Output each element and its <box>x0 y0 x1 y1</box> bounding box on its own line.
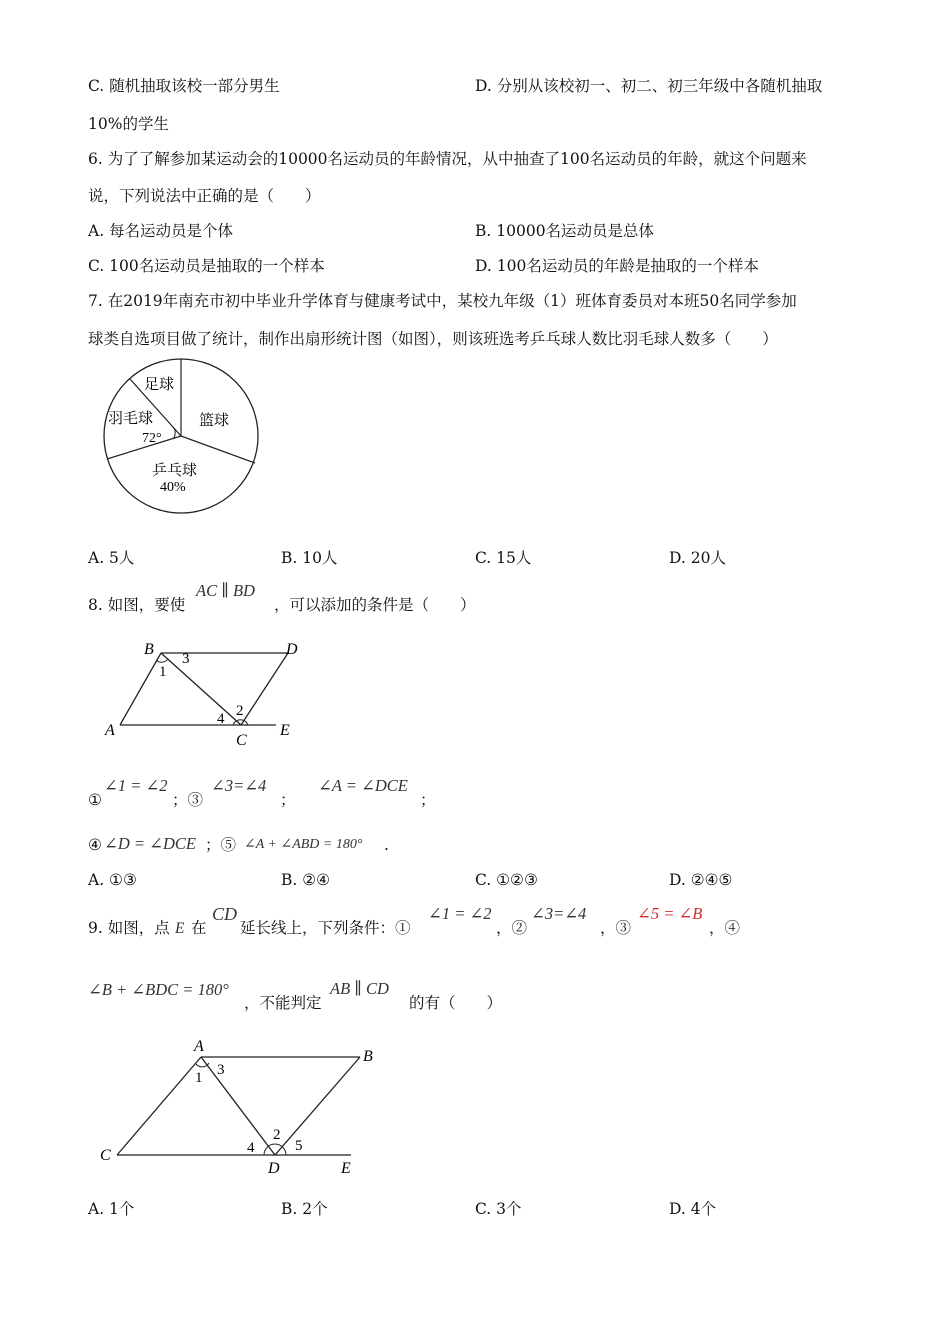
pie-divider-right <box>181 436 255 463</box>
q7-option-a: A. 5人 <box>88 549 135 567</box>
q6-option-c: C. 100名运动员是抽取的一个样本 <box>88 257 325 275</box>
q9-stem-tail-suffix: 的有（ ） <box>409 994 503 1012</box>
q7-stem-cont: 球类自选项目做了统计，制作出扇形统计图（如图），则该班选考乒乓球人数比羽毛球人数多（ ） <box>88 330 778 348</box>
q9-label-3: 3 <box>217 1062 225 1078</box>
q9-cond-1-math: ∠1 = ∠2 <box>428 904 492 923</box>
q8-cond-4-mark: ④ <box>88 836 102 854</box>
q9-label-e: E <box>341 1160 351 1177</box>
q8-stem-suffix: ，可以添加的条件是（ ） <box>274 596 476 614</box>
q9-sep-3: ，③ <box>600 919 632 937</box>
q8-label-1: 1 <box>159 664 167 680</box>
pie-label-badminton: 羽毛球 <box>108 411 154 427</box>
q6-option-b: B. 10000名运动员是总体 <box>475 222 655 240</box>
q9-option-c: C. 3个 <box>475 1200 522 1218</box>
q9-figure <box>96 1035 386 1180</box>
pie-label-football: 足球 <box>144 377 175 393</box>
q9-line-bd <box>275 1057 360 1155</box>
q9-sep-2: ，② <box>496 919 528 937</box>
pie-label-pingpong-pct: 40% <box>160 480 186 495</box>
q9-cond-2-math: ∠3=∠4 <box>531 904 587 923</box>
q9-stem-prefix: 9. 如图，点 <box>88 919 170 937</box>
q5-option-d-cont: 10%的学生 <box>88 115 169 133</box>
q8-stem-prefix: 8. 如图，要使 <box>88 596 186 614</box>
q5-option-c: C. 随机抽取该校一部分男生 <box>88 77 280 95</box>
q8-label-2: 2 <box>236 703 244 719</box>
q8-cond-1-math: ∠1 = ∠2 <box>104 776 168 795</box>
q9-option-b: B. 2个 <box>281 1200 328 1218</box>
q8-cond-5-end: . <box>384 836 389 854</box>
q6-stem-cont: 说，下列说法中正确的是（ ） <box>88 187 321 205</box>
q8-cond-5-math: ∠A + ∠ABD = 180° <box>244 837 363 852</box>
q8-stem-math: AC ∥ BD <box>196 581 255 600</box>
q9-stem-tail-prefix: ，不能判定 <box>244 994 322 1012</box>
q5-option-d: D. 分别从该校初一、初二、初三年级中各随机抽取 <box>475 77 823 95</box>
q6-stem: 6. 为了了解参加某运动会的10000名运动员的年龄情况，从中抽查了100名运动员的年龄，就这个问题来 <box>88 150 807 168</box>
q8-option-a: A. ①③ <box>88 871 137 889</box>
pie-label-pingpong: 乒乓球 <box>152 463 198 479</box>
q9-label-2: 2 <box>273 1127 281 1143</box>
pie-label-badminton-angle: 72° <box>142 431 162 446</box>
q6-option-a: A. 每名运动员是个体 <box>88 222 234 240</box>
q7-option-d: D. 20人 <box>669 549 726 567</box>
q9-angle-arc-a <box>196 1063 209 1067</box>
q8-line-bc <box>161 653 241 725</box>
q9-cond-4-math: ∠B + ∠BDC = 180° <box>88 980 229 999</box>
q8-label-a: A <box>105 722 115 739</box>
q8-cond-sep-5: ；⑤ <box>205 836 237 854</box>
q9-cd-math: CD <box>212 904 238 924</box>
q9-label-5: 5 <box>295 1138 303 1154</box>
q8-option-c: C. ①②③ <box>475 871 538 889</box>
q8-cond-4-math: ∠D = ∠DCE <box>104 834 196 853</box>
q8-label-c: C <box>236 732 247 748</box>
q8-line-ab <box>120 653 161 725</box>
q8-label-b: B <box>144 641 154 658</box>
q8-label-4: 4 <box>217 711 225 727</box>
q6-option-d: D. 100名运动员的年龄是抽取的一个样本 <box>475 257 759 275</box>
q8-label-3: 3 <box>182 651 190 667</box>
q9-point-e: E <box>175 920 185 937</box>
q9-label-a: A <box>194 1038 204 1055</box>
q8-cond-sep-3: ； <box>280 791 296 809</box>
pie-chart-figure <box>100 358 262 520</box>
q8-label-e: E <box>280 722 290 739</box>
q8-cond-3-math: ∠A = ∠DCE <box>318 776 408 795</box>
q8-cond-1-mark: ① <box>88 791 102 809</box>
q8-option-b: B. ②④ <box>281 871 331 889</box>
q9-option-d: D. 4个 <box>669 1200 717 1218</box>
q7-stem: 7. 在2019年南充市初中毕业升学体育与健康考试中，某校九年级（1）班体育委员对本班50名同学参加 <box>88 292 797 310</box>
q9-sep-4: ，④ <box>709 919 741 937</box>
q9-option-a: A. 1个 <box>88 1200 135 1218</box>
pie-label-basketball: 篮球 <box>199 413 230 429</box>
q8-cond-sep-end: ； <box>420 791 436 809</box>
q9-stem-in: 在 <box>191 919 207 937</box>
q8-cond-sep-2: ；③ <box>172 791 204 809</box>
q9-label-4: 4 <box>247 1140 255 1156</box>
q8-option-d: D. ②④⑤ <box>669 871 733 889</box>
q9-stem-mid: 延长线上，下列条件：① <box>240 919 411 937</box>
q9-label-d: D <box>268 1160 280 1177</box>
q7-option-c: C. 15人 <box>475 549 532 567</box>
q9-line-ad <box>201 1057 275 1155</box>
q9-label-b: B <box>363 1048 373 1065</box>
q9-label-1: 1 <box>195 1070 203 1086</box>
q8-figure <box>98 633 308 748</box>
q8-line-cd <box>241 653 288 725</box>
q8-cond-2-math: ∠3=∠4 <box>211 776 267 795</box>
q9-cond-3-math: ∠5 = ∠B <box>637 904 703 923</box>
q9-ab-math: AB ∥ CD <box>330 979 389 998</box>
q9-label-c: C <box>100 1147 111 1164</box>
q7-option-b: B. 10人 <box>281 549 338 567</box>
q9-line-ac <box>117 1057 201 1155</box>
q8-label-d: D <box>286 641 298 658</box>
